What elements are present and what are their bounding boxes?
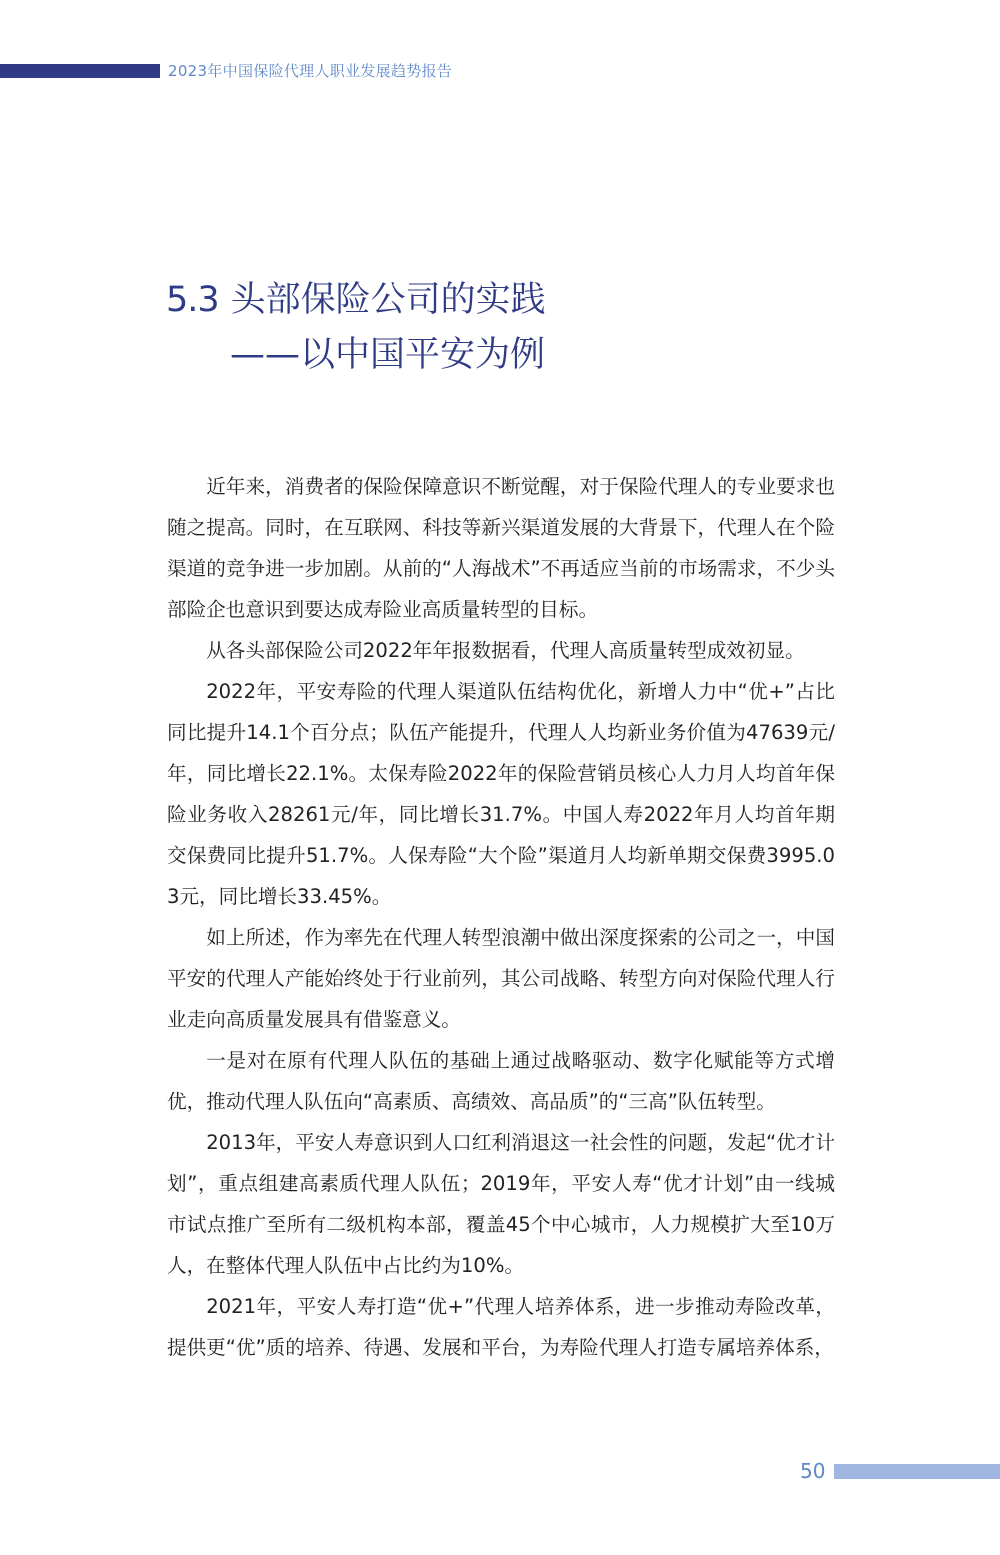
section-title: 头部保险公司的实践 [230, 280, 546, 320]
footer-accent-bar [834, 1464, 1000, 1479]
body-text [167, 466, 835, 1368]
page-number: 50 [800, 1459, 826, 1483]
paragraph: 如上所述，作为率先在代理人转型浪潮中做出深度探索的公司之一，中国平安的代理人产能始终处于行业前列，其公司战略、转型方向对保险代理人行业走向高质量发展具有借鉴意义。 [167, 926, 835, 1031]
section-subtitle: ——以中国平安为例 [230, 335, 546, 375]
paragraph: 2021年，平安人寿打造“优+”代理人培养体系，进一步推动寿险改革，提供更“优”质的培养、待遇、发展和平台，为寿险代理人打造专属培养体系， [167, 1295, 835, 1359]
paragraph: 从各头部保险公司2022年年报数据看，代理人高质量转型成效初显。 [206, 639, 805, 662]
paragraph: 2022年，平安寿险的代理人渠道队伍结构优化，新增人力中“优+”占比同比提升14.1个百分点；队伍产能提升，代理人人均新业务价值为47639元/年，同比增长22.1%。太保寿险2022年的保险营销员核心人力月人均首年保险业务收入28261元/年，同比增长31.7%。中国人寿2022年月人均首年期交保费同比提升51.7%。人保寿险“大个险”渠道月人均新单期交保费3995.03元，同比增长33.45%。 [167, 680, 835, 908]
report-title: 2023年中国保险代理人职业发展趋势报告 [168, 62, 453, 80]
paragraph: 一是对在原有代理人队伍的基础上通过战略驱动、数字化赋能等方式增优，推动代理人队伍向“高素质、高绩效、高品质”的“三高”队伍转型。 [167, 1049, 835, 1113]
section-number: 5.3 [166, 280, 219, 320]
header-accent-bar [0, 64, 160, 78]
section-heading [166, 276, 546, 324]
paragraph: 近年来，消费者的保险保障意识不断觉醒，对于保险代理人的专业要求也随之提高。同时，在互联网、科技等新兴渠道发展的大背景下，代理人在个险渠道的竞争进一步加剧。从前的“人海战术”不再适应当前的市场需求，不少头部险企也意识到要达成寿险业高质量转型的目标。 [167, 475, 835, 621]
paragraph: 2013年，平安人寿意识到人口红利消退这一社会性的问题，发起“优才计划”，重点组建高素质代理人队伍；2019年，平安人寿“优才计划”由一线城市试点推广至所有二级机构本部，覆盖45个中心城市，人力规模扩大至10万人，在整体代理人队伍中占比约为10%。 [167, 1131, 835, 1277]
